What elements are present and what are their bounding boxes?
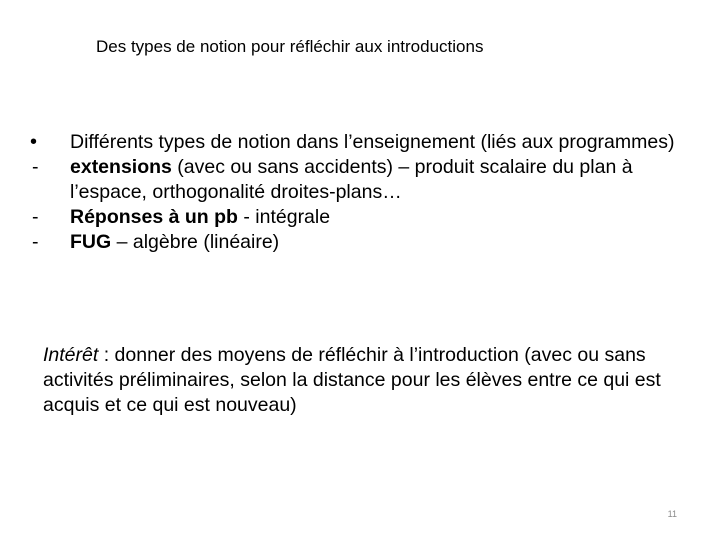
item-text: – algèbre (linéaire) (111, 231, 280, 253)
dash-marker: - (32, 206, 39, 228)
slide-title: Des types de notion pour réfléchir aux introductions (96, 37, 484, 56)
item-keyword: extensions (70, 156, 172, 178)
bullet-main-text: Différents types de notion dans l’enseignement (liés aux programmes) (70, 131, 675, 153)
dash-marker: - (32, 156, 39, 178)
bullet-list (28, 130, 688, 255)
page-number: 11 (667, 509, 677, 519)
interet-label: Intérêt (43, 344, 99, 366)
item-keyword: Réponses à un pb (70, 206, 238, 228)
interet-text: : donner des moyens de réfléchir à l’introduction (avec ou sans activités préliminaires, selon la distance pour les élèves entre ce qui est acquis et ce qui est nouveau) (43, 344, 661, 416)
item-keyword: FUG (70, 231, 112, 253)
dash-marker: - (32, 231, 39, 253)
dash-item-extensions (28, 155, 688, 205)
item-text: (avec ou sans accidents) – produit scalaire du plan à l’espace, orthogonalité droites-plans… (70, 156, 633, 203)
bullet-item-main (28, 130, 688, 155)
dash-item-fug (28, 230, 688, 255)
item-text: - intégrale (237, 206, 331, 228)
bullet-dot-icon: • (30, 131, 38, 153)
interet-paragraph (43, 343, 683, 418)
dash-item-reponses (28, 205, 688, 230)
